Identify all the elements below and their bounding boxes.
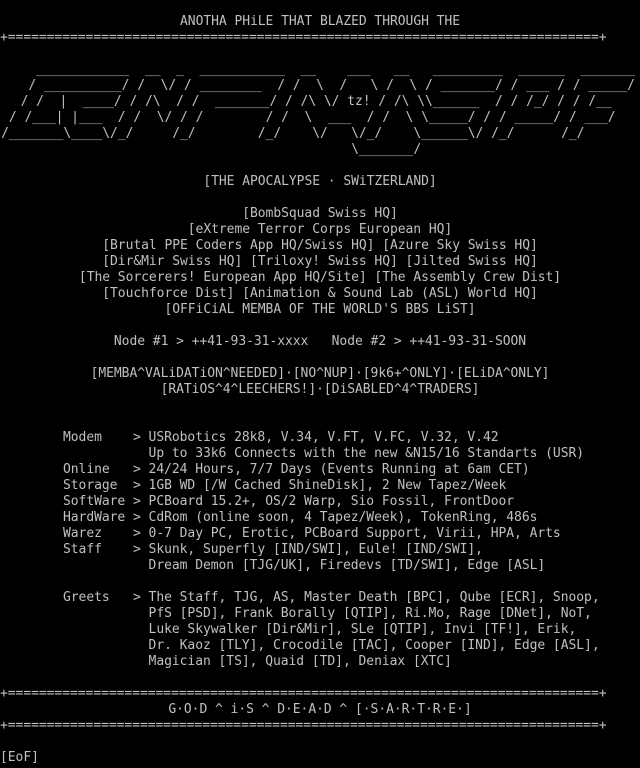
greets-line: PfS [PSD], Frank Borally [QTIP], Ri.Mo, Rage [DNet], NoT, (63, 606, 592, 621)
border-top: +============================================================================+ (0, 30, 607, 45)
spec-line: Up to 33k6 Connects with the new &N15/16 Standarts (USR) (63, 446, 585, 461)
affiliation-line: [BombSquad Swiss HQ] (242, 206, 398, 221)
spec-line: Dream Demon [TJG/UK], Firedevs [TD/SWI], Edge [ASL] (63, 558, 546, 573)
spec-line: SoftWare > PCBoard 15.2+, OS/2 Warp, Sio Fossil, FrontDoor (63, 494, 515, 509)
border-footer-bottom: +============================================================================+ (0, 718, 607, 733)
affiliation-line: [Brutal PPE Coders App HQ/Swiss HQ] [Azure Sky Swiss HQ] (102, 238, 538, 253)
logo-line-1: ____________ __ _ ___________ __ ___ __ _________ ______ _______ (5, 62, 635, 77)
affiliation-line: [OFFiCiAL MEMBA OF THE WORLD'S BBS LiST] (164, 302, 476, 317)
node-numbers: Node #1 > ++41-93-31-xxxx Node #2 > ++41-93-31-SOON (113, 334, 527, 349)
rules-line: [MEMBA^VALiDATiON^NEEDED]·[NO^NUP]·[9k6+^ONLY]·[ELiDA^ONLY] (90, 366, 550, 381)
logo-line-5: /_______\____\/_/ /_/ /_/ \/ \/_/ \______\/ /_/ /_/ (1, 126, 639, 141)
greets-line: Greets > The Staff, TJG, AS, Master Death [BPC], Qube [ECR], Snoop, (63, 590, 600, 605)
spec-line: Staff > Skunk, Superfly [IND/SWI], Eule! [IND/SWI], (63, 542, 483, 557)
logo-line-4: / /___| |___ / / \/ / / / / \ ___ / / \ \_____/ / / _____/ / ___/ (1, 110, 639, 125)
logo-line-6: \_______/ (1, 142, 639, 157)
border-footer-top: +============================================================================+ (0, 686, 607, 701)
affiliation-line: [eXtreme Terror Corps European HQ] (187, 222, 453, 237)
spec-line: Modem > USRobotics 28k8, V.34, V.FT, V.FC, V.32, V.42 (63, 430, 499, 445)
rules-line: [RATiOS^4^LEECHERS!]·[DiSABLED^4^TRADERS] (160, 382, 480, 397)
eof-marker: [EoF] (0, 750, 39, 765)
tagline: ANOTHA PHiLE THAT BLAZED THROUGH THE (180, 14, 460, 29)
affiliation-line: [Dir&Mir Swiss HQ] [Triloxy! Swiss HQ] [Jilted Swiss HQ] (102, 254, 538, 269)
spec-line: Storage > 1GB WD [/W Cached ShineDisk], 2 New Tapez/Week (63, 478, 507, 493)
spec-line: HardWare > CdRom (online soon, 4 Tapez/Week), TokenRing, 486s (63, 510, 538, 525)
greets-line: Luke Skywalker [Dir&Mir], SLe [QTIP], Invi [TF!], Erik, (63, 622, 577, 637)
logo-line-2: / __________/ / \/ / ________ / / \ / \ / \ / _______/ / ___ / / _____/ (5, 78, 635, 93)
board-title: [THE APOCALYPSE · SWiTZERLAND] (203, 174, 437, 189)
spec-line: Online > 24/24 Hours, 7/7 Days (Events Running at 6am CET) (63, 462, 530, 477)
spec-line: Warez > 0-7 Day PC, Erotic, PCBoard Support, Virii, HPA, Arts (63, 526, 561, 541)
greets-line: Magician [TS], Quaid [TD], Deniax [XTC] (63, 654, 452, 669)
affiliation-line: [Touchforce Dist] [Animation & Sound Lab (ASL) World HQ] (102, 286, 538, 301)
motto: G·O·D ^ i·S ^ D·E·A·D ^ [·S·A·R·T·R·E·] (168, 702, 472, 717)
greets-line: Dr. Kaoz [TLY], Crocodile [TAC], Cooper [IND], Edge [ASL], (63, 638, 600, 653)
affiliation-line: [The Sorcerers! European App HQ/Site] [The Assembly Crew Dist] (78, 270, 562, 285)
logo-line-3: / / | ____/ / /\ / / _______/ / /\ \/ tz! / /\ \\______ / / /_/ / / /__ (5, 94, 635, 109)
